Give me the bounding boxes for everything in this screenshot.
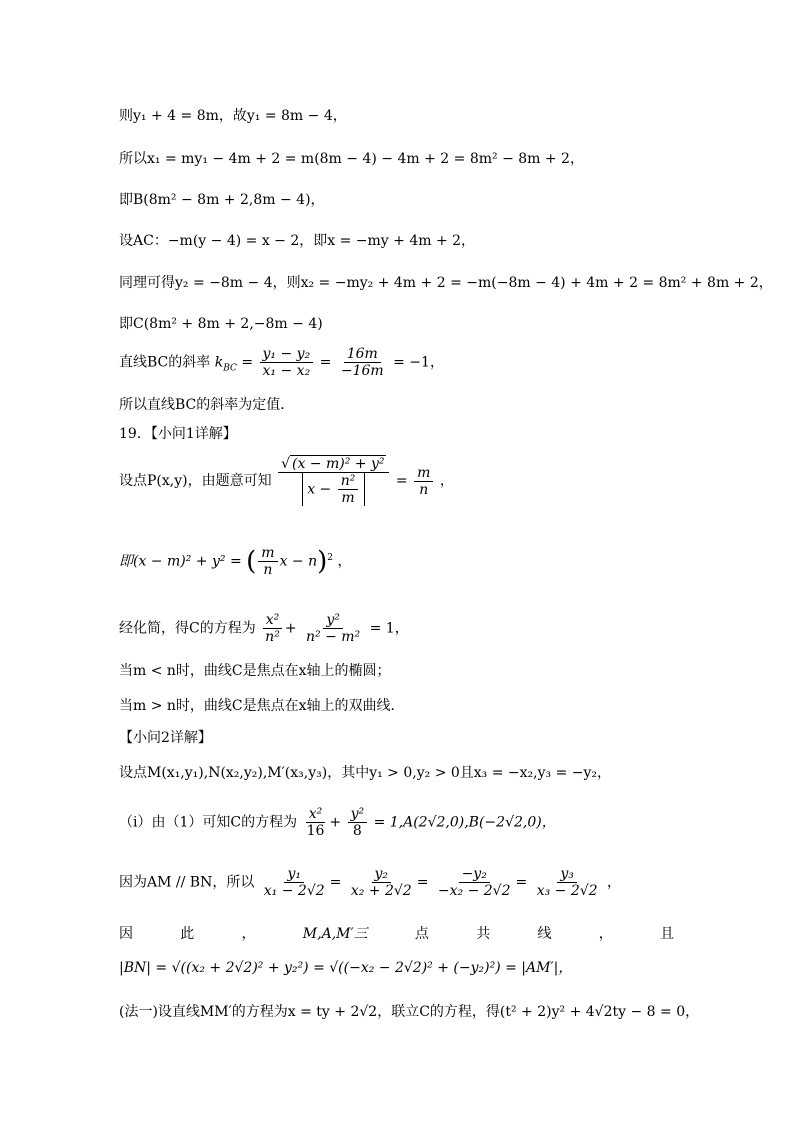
p4-prefix: （ⅰ）由（1）可知C的方程为 <box>119 814 298 831</box>
slope-tail: = −1， <box>393 354 444 371</box>
section-heading-2: 【小问2详解】 <box>119 730 212 746</box>
p1-prefix: 设点P(x,y)，由题意可知 <box>119 473 272 489</box>
text-line-3: 即B(8m² − 8m + 2,8m − 4)， <box>119 192 325 208</box>
slope-prefix: 直线BC的斜率 <box>119 354 211 371</box>
equation-p5: 因为AM // BN，所以 $\frac{\text{y₁}}{\text{x₁ − 2√2}}$ = $\frac{\text{y₂}}{\text{x₂ + 2√2}}$ = $\frac{\text{−y₂}}{\text{−x₂ − 2√2}}$ = $\frac{\text{y₃}}{\text{x₃ − 2√2}}$ ， <box>119 866 622 899</box>
p5-prefix: 因为AM // BN，所以 <box>119 874 255 891</box>
text-line-5: 同理可得y₂ = −8m − 4，则x₂ = −my₂ + 4m + 2 = −m(−8m − 4) + 4m + 2 = 8m² + 8m + 2， <box>119 275 773 291</box>
justified-line: 因 此 ， M,A,M′三 点 共 线 ， 且 <box>119 926 674 942</box>
equation-p2: 即(x − m)² + y² = ( $\frac{m}{n}$ x − n)$^2$ ， <box>119 545 352 578</box>
text-line-11: |BN| = √((x₂ + 2√2)² + y₂²) = √((−x₂ − 2√2)² + (−y₂)²) = |AM′|， <box>119 960 573 976</box>
p1-rhs-frac: $\frac{m}{n}$ <box>414 465 433 498</box>
text-line-2: 所以x₁ = my₁ − 4m + 2 = m(8m − 4) − 4m + 2 = 8m² − 8m + 2， <box>119 151 584 167</box>
text-line-7: 所以直线BC的斜率为定值． <box>119 397 295 413</box>
slope-frac-2: $\frac{16m}{-16m}$ <box>340 346 384 379</box>
equation-p4: （ⅰ）由（1）可知C的方程为 $\frac{\text{x²}}{16}$ + $\frac{\text{y²}}{8}$ = 1,A(2√2,0),B(−2√2,0)， <box>119 806 556 839</box>
text-line-4: 设AC：−m(y − 4) = x − 2，即x = −my + 4m + 2， <box>119 233 476 249</box>
equation-p1: 设点P(x,y)，由题意可知 √ (x − m)² + y² x − $\frac{\text{n²}}{m}$ = $\frac{m}{n}$ ， <box>119 456 454 506</box>
text-line-8: 当m < n时，曲线C是焦点在x轴上的椭圆； <box>119 663 391 679</box>
text-line-9: 当m > n时，曲线C是焦点在x轴上的双曲线． <box>119 698 405 714</box>
p3-prefix: 经化简，得C的方程为 <box>119 620 256 637</box>
section-heading-1: 19．【小问1详解】 <box>119 426 237 442</box>
equation-p3: 经化简，得C的方程为 $\frac{\text{x²}}{\text{n²}}$ + $\frac{\text{y²}}{\text{n² − m²}}$ = 1， <box>119 612 409 645</box>
p1-main-frac: √ (x − m)² + y² x − $\frac{\text{n²}}{m}$ <box>278 456 389 506</box>
p2-lhs: 即(x − m)² + y² = <box>119 553 242 570</box>
slope-line: 直线BC的斜率 $k_{BC}$ = $\frac{\text{y₁ − y₂}}{\text{x₁ − x₂}}$ = $\frac{16m}{-16m}$ = −1， <box>119 346 444 379</box>
slope-k-sub: BC <box>223 363 237 374</box>
text-line-1: 则y₁ + 4 = 8m，故y₁ = 8m − 4， <box>119 108 347 124</box>
text-line-10: 设点M(x₁,y₁),N(x₂,y₂),M′(x₃,y₃)，其中y₁ > 0,y₂ > 0且x₃ = −x₂,y₃ = −y₂， <box>119 765 612 781</box>
slope-k: k <box>214 354 224 371</box>
text-line-12: (法一)设直线MM′的方程为x = ty + 2√2，联立C的方程，得(t² + 2)y² + 4√2ty − 8 = 0， <box>119 1004 700 1020</box>
text-line-6: 即C(8m² + 8m + 2,−8m − 4) <box>119 316 323 332</box>
slope-frac-1: $\frac{\text{y₁ − y₂}}{\text{x₁ − x₂}}$ <box>260 346 314 379</box>
